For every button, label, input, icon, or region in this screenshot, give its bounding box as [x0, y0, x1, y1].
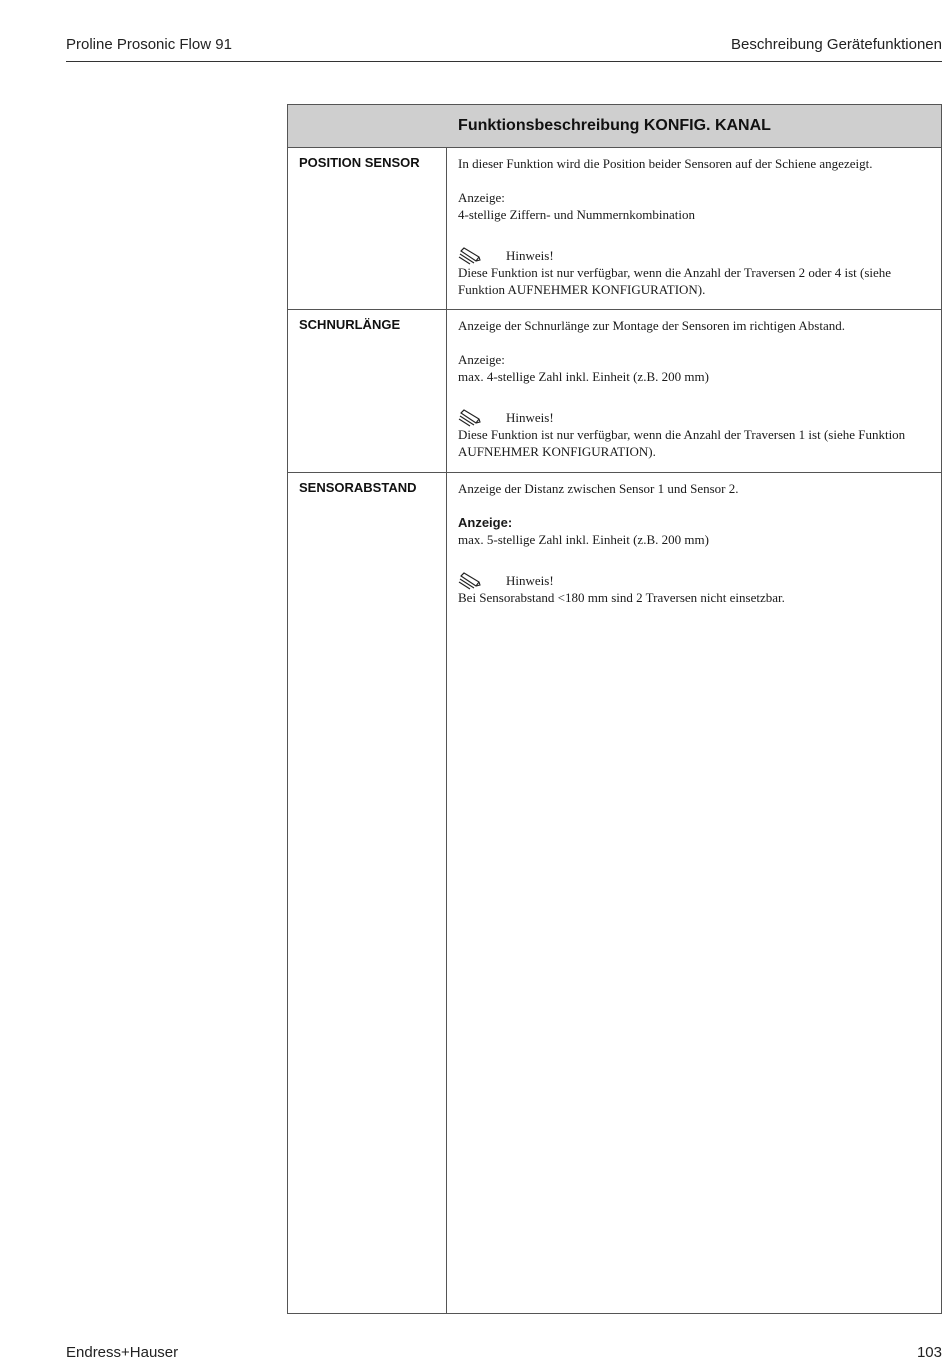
note-text: Diese Funktion ist nur verfügbar, wenn die Anzahl der Traversen 1 ist (siehe Funktion AUFNEHMER KONFIGURATION). — [458, 427, 906, 459]
display-value: 4-stellige Ziffern- und Nummernkombination — [458, 207, 695, 222]
footer-brand: Endress+Hauser — [66, 1344, 179, 1361]
row-label: POSITION SENSOR — [299, 155, 420, 170]
pencil-note-icon — [458, 409, 484, 427]
note-title: Hinweis! — [506, 248, 554, 263]
table-title: Funktionsbeschreibung KONFIG. KANAL — [288, 105, 941, 148]
row-description: Anzeige der Distanz zwischen Sensor 1 und Sensor 2. — [458, 481, 739, 496]
table-row-schnurlaenge — [288, 309, 941, 473]
display-label: Anzeige: — [458, 352, 505, 367]
page-number: 103 — [916, 1344, 942, 1361]
display-label: Anzeige: — [458, 190, 505, 205]
function-description-table — [287, 104, 942, 1314]
display-value: max. 4-stellige Zahl inkl. Einheit (z.B. 200 mm) — [458, 369, 709, 384]
pencil-note-icon — [458, 247, 484, 265]
note-text: Diese Funktion ist nur verfügbar, wenn die Anzahl der Traversen 2 oder 4 ist (siehe Funktion AUFNEHMER KONFIGURATION). — [458, 265, 892, 297]
display-label: Anzeige: — [458, 515, 513, 530]
row-label: SCHNURLÄNGE — [299, 317, 401, 332]
table-row-position-sensor — [288, 147, 941, 310]
header-divider — [66, 61, 942, 62]
table-row-sensorabstand — [288, 472, 941, 1313]
note-title: Hinweis! — [506, 410, 554, 425]
note-text: Bei Sensorabstand <180 mm sind 2 Traversen nicht einsetzbar. — [458, 590, 785, 605]
row-description: In dieser Funktion wird die Position beider Sensoren auf der Schiene angezeigt. — [458, 156, 873, 171]
note-title: Hinweis! — [506, 573, 554, 588]
row-label: SENSORABSTAND — [299, 480, 417, 495]
row-description: Anzeige der Schnurlänge zur Montage der Sensoren im richtigen Abstand. — [458, 318, 845, 333]
display-value: max. 5-stellige Zahl inkl. Einheit (z.B. 200 mm) — [458, 532, 709, 547]
header-document-title: Proline Prosonic Flow 91 — [66, 36, 232, 53]
header-section-title: Beschreibung Gerätefunktionen — [731, 36, 942, 53]
row-content — [458, 155, 933, 298]
row-content — [458, 480, 933, 606]
pencil-note-icon — [458, 572, 484, 590]
row-content — [458, 317, 933, 460]
